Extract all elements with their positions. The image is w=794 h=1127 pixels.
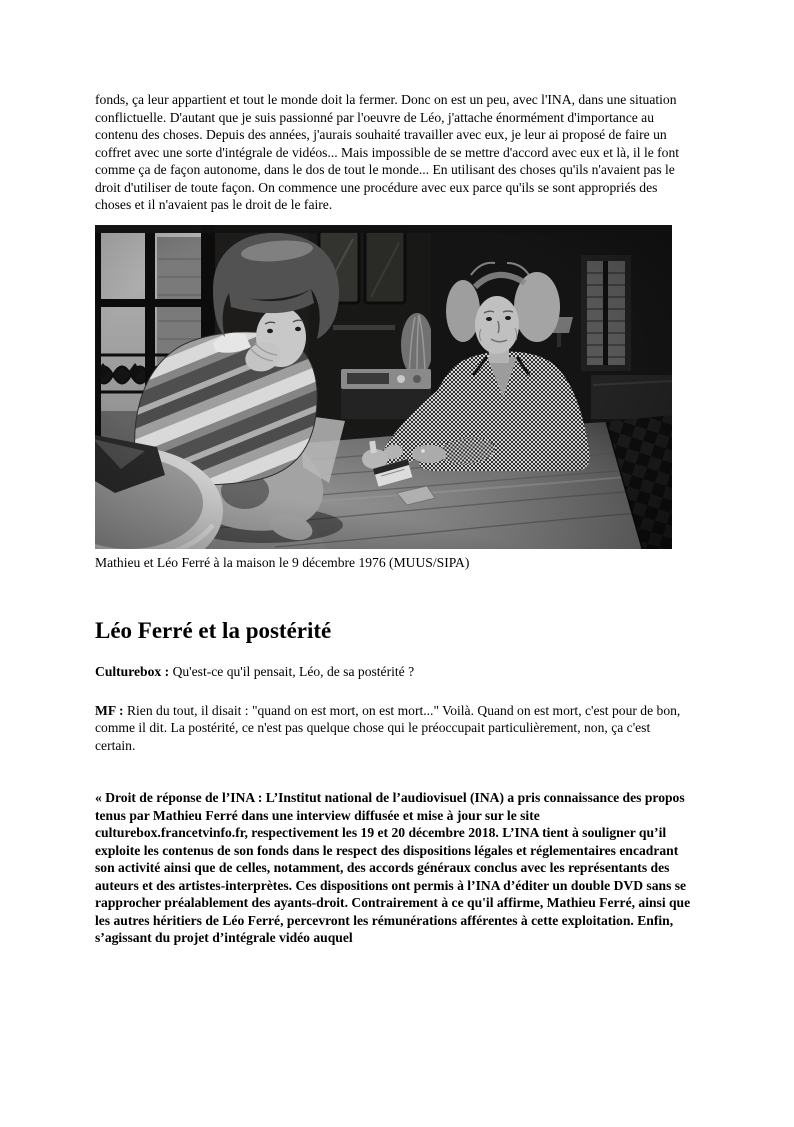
question-text: Qu'est-ce qu'il pensait, Léo, de sa postérité ? <box>172 664 415 679</box>
article-page <box>95 91 693 947</box>
question-paragraph <box>95 663 693 681</box>
photo-bw-mathieu-leo-ferre <box>95 225 672 549</box>
answer-text: Rien du tout, il disait : "quand on est mort, on est mort..." Voilà. Quand on est mort, c'est pour de bon, comme il dit. La postérité, ce n'est pas quelque chose qui le préoccupait particulièrement, non, ça c'est certain. <box>95 702 681 753</box>
section-heading: Léo Ferré et la postérité <box>95 618 332 643</box>
speaker-label-mf: MF : <box>95 702 124 718</box>
speaker-label-culturebox: Culturebox : <box>95 664 170 679</box>
answer-paragraph <box>95 702 693 755</box>
ina-right-of-reply: « Droit de réponse de l’INA : L’Institut national de l’audiovisuel (INA) a pris connaissance des propos tenus par Mathieu Ferré dans une interview diffusée et mise à jour sur le site culturebox.francetvinfo.fr, respectivement les 19 et 20 décembre 2018. L’INA tient à souligner qu’il exploite les contenus de son fonds dans le respect des dispositions légales et réglementaires encadrant son activité ainsi que de celles, notamment, des accords généraux conclus avec les représentants des auteurs et des artistes-interprètes. Ces dispositions ont permis à l’INA d’éditer un double DVD sans se rapprocher préalablement des ayants-droit. Contrairement à ce qu'il affirme, Mathieu Ferré, ainsi que les autres héritiers de Léo Ferré, percevront les rémunérations afférentes à cette exploitation. Enfin, s’agissant du projet d’intégrale vidéo auquel <box>95 790 691 945</box>
vignette-overlay <box>95 225 672 549</box>
photo-figure <box>95 225 693 572</box>
intro-paragraph: fonds, ça leur appartient et tout le monde doit la fermer. Donc on est un peu, avec l'INA, dans une situation conflictuelle. D'autant que je suis passionné par l'oeuvre de Léo, j'attache énormément d'importance au contenu des choses. Depuis des années, j'aurais souhaité travailler avec eux, je leur ai proposé de faire un coffret avec une sorte d'intégrale de vidéos... Mais impossible de se mettre d'accord avec eux et là, il le font comme ça de façon autonome, dans le dos de tout le monde... En utilisant des choses qu'ils n'avaient pas le droit d'utiliser de toute façon. On commence une procédure avec eux parce qu'ils se sont appropriés des choses et il n'avaient pas le droit de le faire. <box>95 92 680 212</box>
photo-caption: Mathieu et Léo Ferré à la maison le 9 décembre 1976 (MUUS/SIPA) <box>95 554 470 570</box>
